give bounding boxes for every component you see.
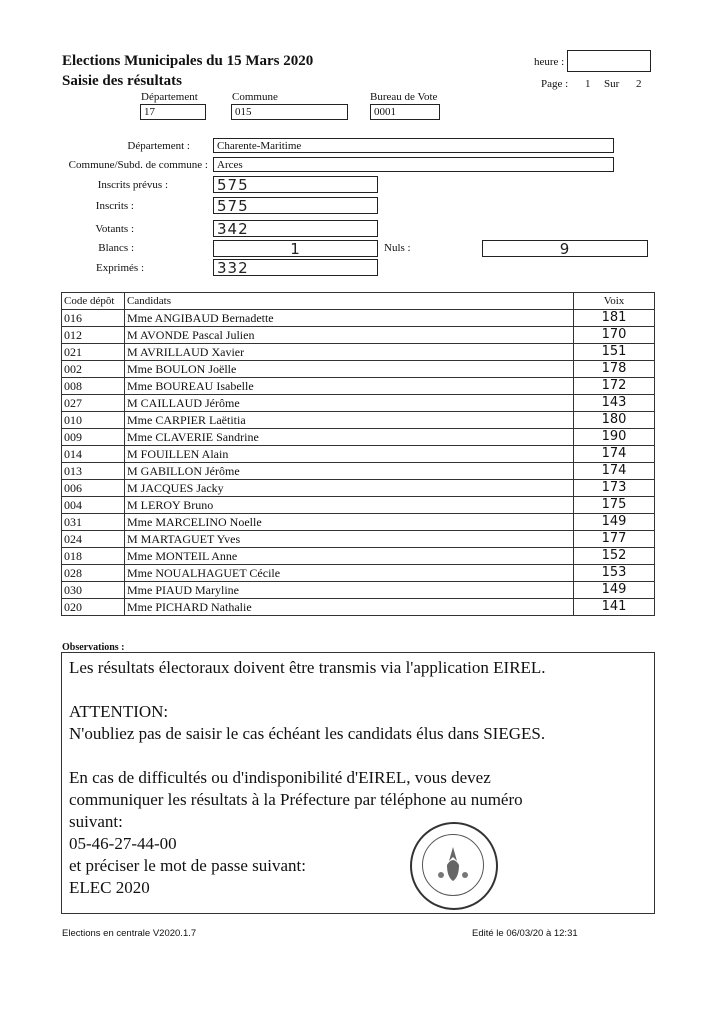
cell-code-depot: 010 [62, 412, 125, 429]
table-row [62, 514, 655, 531]
commune-code-label: Commune [232, 91, 278, 103]
commune-field[interactable]: Arces [213, 157, 614, 172]
cell-code-depot: 030 [62, 582, 125, 599]
table-row [62, 548, 655, 565]
inscrits-field[interactable]: 575 [213, 197, 378, 214]
observation-line: suivant: [69, 812, 123, 831]
table-row [62, 327, 655, 344]
document-title: Elections Municipales du 15 Mars 2020 [62, 53, 314, 69]
dept-code-field[interactable]: 17 [140, 104, 206, 120]
commune-code-field[interactable]: 015 [231, 104, 348, 120]
commune-label: Commune/Subd. de commune : [68, 159, 208, 171]
cell-candidat: M AVRILLAUD Xavier [125, 344, 574, 361]
table-row [62, 582, 655, 599]
heure-field[interactable] [567, 50, 651, 72]
cell-voix[interactable]: 152 [574, 548, 655, 565]
table-row [62, 480, 655, 497]
inscrits-label: Inscrits : [95, 200, 134, 212]
cell-candidat: M AVONDE Pascal Julien [125, 327, 574, 344]
departement-field[interactable]: Charente-Maritime [213, 138, 614, 153]
nuls-label: Nuls : [384, 242, 411, 254]
table-row [62, 395, 655, 412]
heure-label: heure : [534, 56, 565, 68]
page-total: 2 [636, 78, 642, 90]
table-row [62, 565, 655, 582]
inscrits-prevus-field[interactable]: 575 [213, 176, 378, 193]
cell-candidat: M CAILLAUD Jérôme [125, 395, 574, 412]
votants-label: Votants : [95, 223, 134, 235]
observation-line: 05-46-27-44-00 [69, 834, 177, 853]
cell-candidat: Mme NOUALHAGUET Cécile [125, 565, 574, 582]
cell-code-depot: 002 [62, 361, 125, 378]
cell-candidat: Mme CARPIER Laëtitia [125, 412, 574, 429]
table-row [62, 463, 655, 480]
table-header-row [62, 293, 655, 310]
page-sur-label: Sur [604, 78, 620, 90]
table-row [62, 497, 655, 514]
cell-code-depot: 016 [62, 310, 125, 327]
cell-code-depot: 006 [62, 480, 125, 497]
cell-voix[interactable]: 174 [574, 446, 655, 463]
footer-edit-date: Edité le 06/03/20 à 12:31 [472, 928, 578, 939]
footer-version: Elections en centrale V2020.1.7 [62, 928, 197, 939]
cell-voix[interactable]: 174 [574, 463, 655, 480]
cell-voix[interactable]: 172 [574, 378, 655, 395]
departement-label: Département : [127, 140, 190, 152]
header-candidats: Candidats [125, 293, 574, 310]
cell-voix[interactable]: 173 [574, 480, 655, 497]
cell-candidat: M LEROY Bruno [125, 497, 574, 514]
observation-line: communiquer les résultats à la Préfecture par téléphone au numéro [69, 790, 523, 809]
table-row [62, 599, 655, 616]
cell-voix[interactable]: 149 [574, 514, 655, 531]
header-voix: Voix [574, 293, 655, 310]
observation-line: et préciser le mot de passe suivant: [69, 856, 306, 875]
nuls-field[interactable]: 9 [482, 240, 648, 257]
cell-code-depot: 024 [62, 531, 125, 548]
cell-code-depot: 018 [62, 548, 125, 565]
header-code-depot: Code dépôt [62, 293, 125, 310]
cell-voix[interactable]: 177 [574, 531, 655, 548]
cell-voix[interactable]: 170 [574, 327, 655, 344]
table-row [62, 446, 655, 463]
cell-code-depot: 009 [62, 429, 125, 446]
observations-label: Observations : [62, 642, 125, 653]
document-subtitle: Saisie des résultats [62, 73, 182, 89]
observation-line: ELEC 2020 [69, 878, 150, 897]
results-table [61, 292, 655, 616]
page-number: 1 [585, 78, 591, 90]
cell-candidat: Mme CLAVERIE Sandrine [125, 429, 574, 446]
observation-line: Les résultats électoraux doivent être transmis via l'application EIREL. [69, 658, 546, 677]
cell-voix[interactable]: 149 [574, 582, 655, 599]
cell-voix[interactable]: 141 [574, 599, 655, 616]
cell-candidat: M MARTAGUET Yves [125, 531, 574, 548]
cell-candidat: Mme BOUREAU Isabelle [125, 378, 574, 395]
bureau-field[interactable]: 0001 [370, 104, 440, 120]
cell-code-depot: 031 [62, 514, 125, 531]
cell-code-depot: 014 [62, 446, 125, 463]
cell-code-depot: 012 [62, 327, 125, 344]
cell-voix[interactable]: 178 [574, 361, 655, 378]
cell-voix[interactable]: 180 [574, 412, 655, 429]
dept-code-label: Département [141, 91, 198, 103]
cell-candidat: Mme PICHARD Nathalie [125, 599, 574, 616]
cell-candidat: M GABILLON Jérôme [125, 463, 574, 480]
mairie-stamp [410, 822, 498, 910]
table-row [62, 310, 655, 327]
cell-voix[interactable]: 190 [574, 429, 655, 446]
cell-code-depot: 027 [62, 395, 125, 412]
stamp-emblem-icon [422, 834, 484, 896]
cell-voix[interactable]: 175 [574, 497, 655, 514]
cell-voix[interactable]: 181 [574, 310, 655, 327]
page-label: Page : [541, 78, 569, 90]
exprimes-label: Exprimés : [96, 262, 144, 274]
blancs-label: Blancs : [98, 242, 134, 254]
blancs-field[interactable]: 1 [213, 240, 378, 257]
observation-line: ATTENTION: [69, 702, 169, 721]
cell-candidat: Mme PIAUD Maryline [125, 582, 574, 599]
cell-code-depot: 008 [62, 378, 125, 395]
cell-code-depot: 028 [62, 565, 125, 582]
table-row [62, 361, 655, 378]
cell-code-depot: 020 [62, 599, 125, 616]
table-row [62, 344, 655, 361]
cell-candidat: Mme MONTEIL Anne [125, 548, 574, 565]
exprimes-field[interactable]: 332 [213, 259, 378, 276]
votants-field[interactable]: 342 [213, 220, 378, 237]
table-row [62, 531, 655, 548]
cell-code-depot: 013 [62, 463, 125, 480]
cell-voix[interactable]: 153 [574, 565, 655, 582]
cell-code-depot: 021 [62, 344, 125, 361]
table-row [62, 412, 655, 429]
cell-candidat: Mme MARCELINO Noelle [125, 514, 574, 531]
cell-code-depot: 004 [62, 497, 125, 514]
observation-line: En cas de difficultés ou d'indisponibilité d'EIREL, vous devez [69, 768, 491, 787]
bureau-label: Bureau de Vote [370, 91, 438, 103]
cell-voix[interactable]: 151 [574, 344, 655, 361]
cell-candidat: M FOUILLEN Alain [125, 446, 574, 463]
cell-voix[interactable]: 143 [574, 395, 655, 412]
cell-candidat: Mme BOULON Joëlle [125, 361, 574, 378]
table-row [62, 429, 655, 446]
observations-box [61, 652, 655, 914]
observation-line: N'oubliez pas de saisir le cas échéant les candidats élus dans SIEGES. [69, 724, 546, 743]
table-row [62, 378, 655, 395]
cell-candidat: M JACQUES Jacky [125, 480, 574, 497]
cell-candidat: Mme ANGIBAUD Bernadette [125, 310, 574, 327]
inscrits-prevus-label: Inscrits prévus : [97, 179, 168, 191]
